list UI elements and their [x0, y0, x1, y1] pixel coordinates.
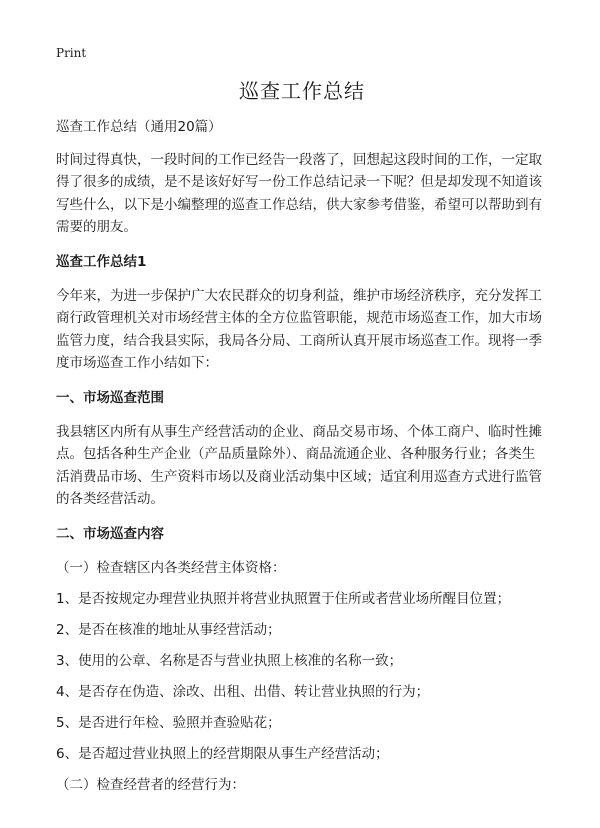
- list-item: 6、是否超过营业执照上的经营期限从事生产经营活动；: [56, 745, 389, 762]
- list-item: （一）检查辖区内各类经营主体资格：: [56, 559, 286, 576]
- list-item: 1、是否按规定办理营业执照并将营业执照置于住所或者营业场所醒目位置；: [56, 590, 511, 607]
- section-1-paragraph: 今年来，为进一步保护广大农民群众的切身利益，维护市场经济秩序，充分发挥工商行政管理机关对市场经营主体的全方位监管职能，规范市场巡查工作，加大市场监管力度，结合我县实际，我局各分局、工商所认真开展市场巡查工作。现将一季度市场巡查工作小结如下：: [56, 287, 542, 371]
- section-heading-1: 巡查工作总结1: [56, 253, 147, 270]
- scope-paragraph: 我县辖区内所有从事生产经营活动的企业、商品交易市场、个体工商户、临时性摊点。包括各种生产企业（产品质量除外）、商品流通企业、各种服务行业；各类生活消费品市场、生产资料市场以及商业活动集中区域；适宜利用巡查方式进行监管的各类经营活动。: [56, 423, 542, 507]
- list-item: 4、是否存在伪造、涂改、出租、出借、转让营业执照的行为；: [56, 683, 430, 700]
- heading-market-scope: 一、市场巡查范围: [56, 389, 164, 406]
- heading-market-content: 二、市场巡查内容: [56, 525, 164, 542]
- document-subtitle: 巡查工作总结（通用20篇）: [56, 119, 222, 135]
- list-item: 3、使用的公章、名称是否与营业执照上核准的名称一致；: [56, 652, 403, 669]
- list-item: （二）检查经营者的经营行为：: [56, 776, 245, 793]
- print-link[interactable]: Print: [56, 46, 87, 60]
- list-item: 2、是否在核准的地址从事经营活动；: [56, 621, 281, 638]
- intro-paragraph: 时间过得真快，一段时间的工作已经告一段落了，回想起这段时间的工作，一定取得了很多的成绩，是不是该好好写一份工作总结记录一下呢？但是却发现不知道该写些什么，以下是小编整理的巡查工作总结，供大家参考借鉴，希望可以帮助到有需要的朋友。: [56, 151, 542, 235]
- list-item: 5、是否进行年检、验照并查验贴花；: [56, 714, 281, 731]
- document-title: 巡查工作总结: [239, 79, 365, 103]
